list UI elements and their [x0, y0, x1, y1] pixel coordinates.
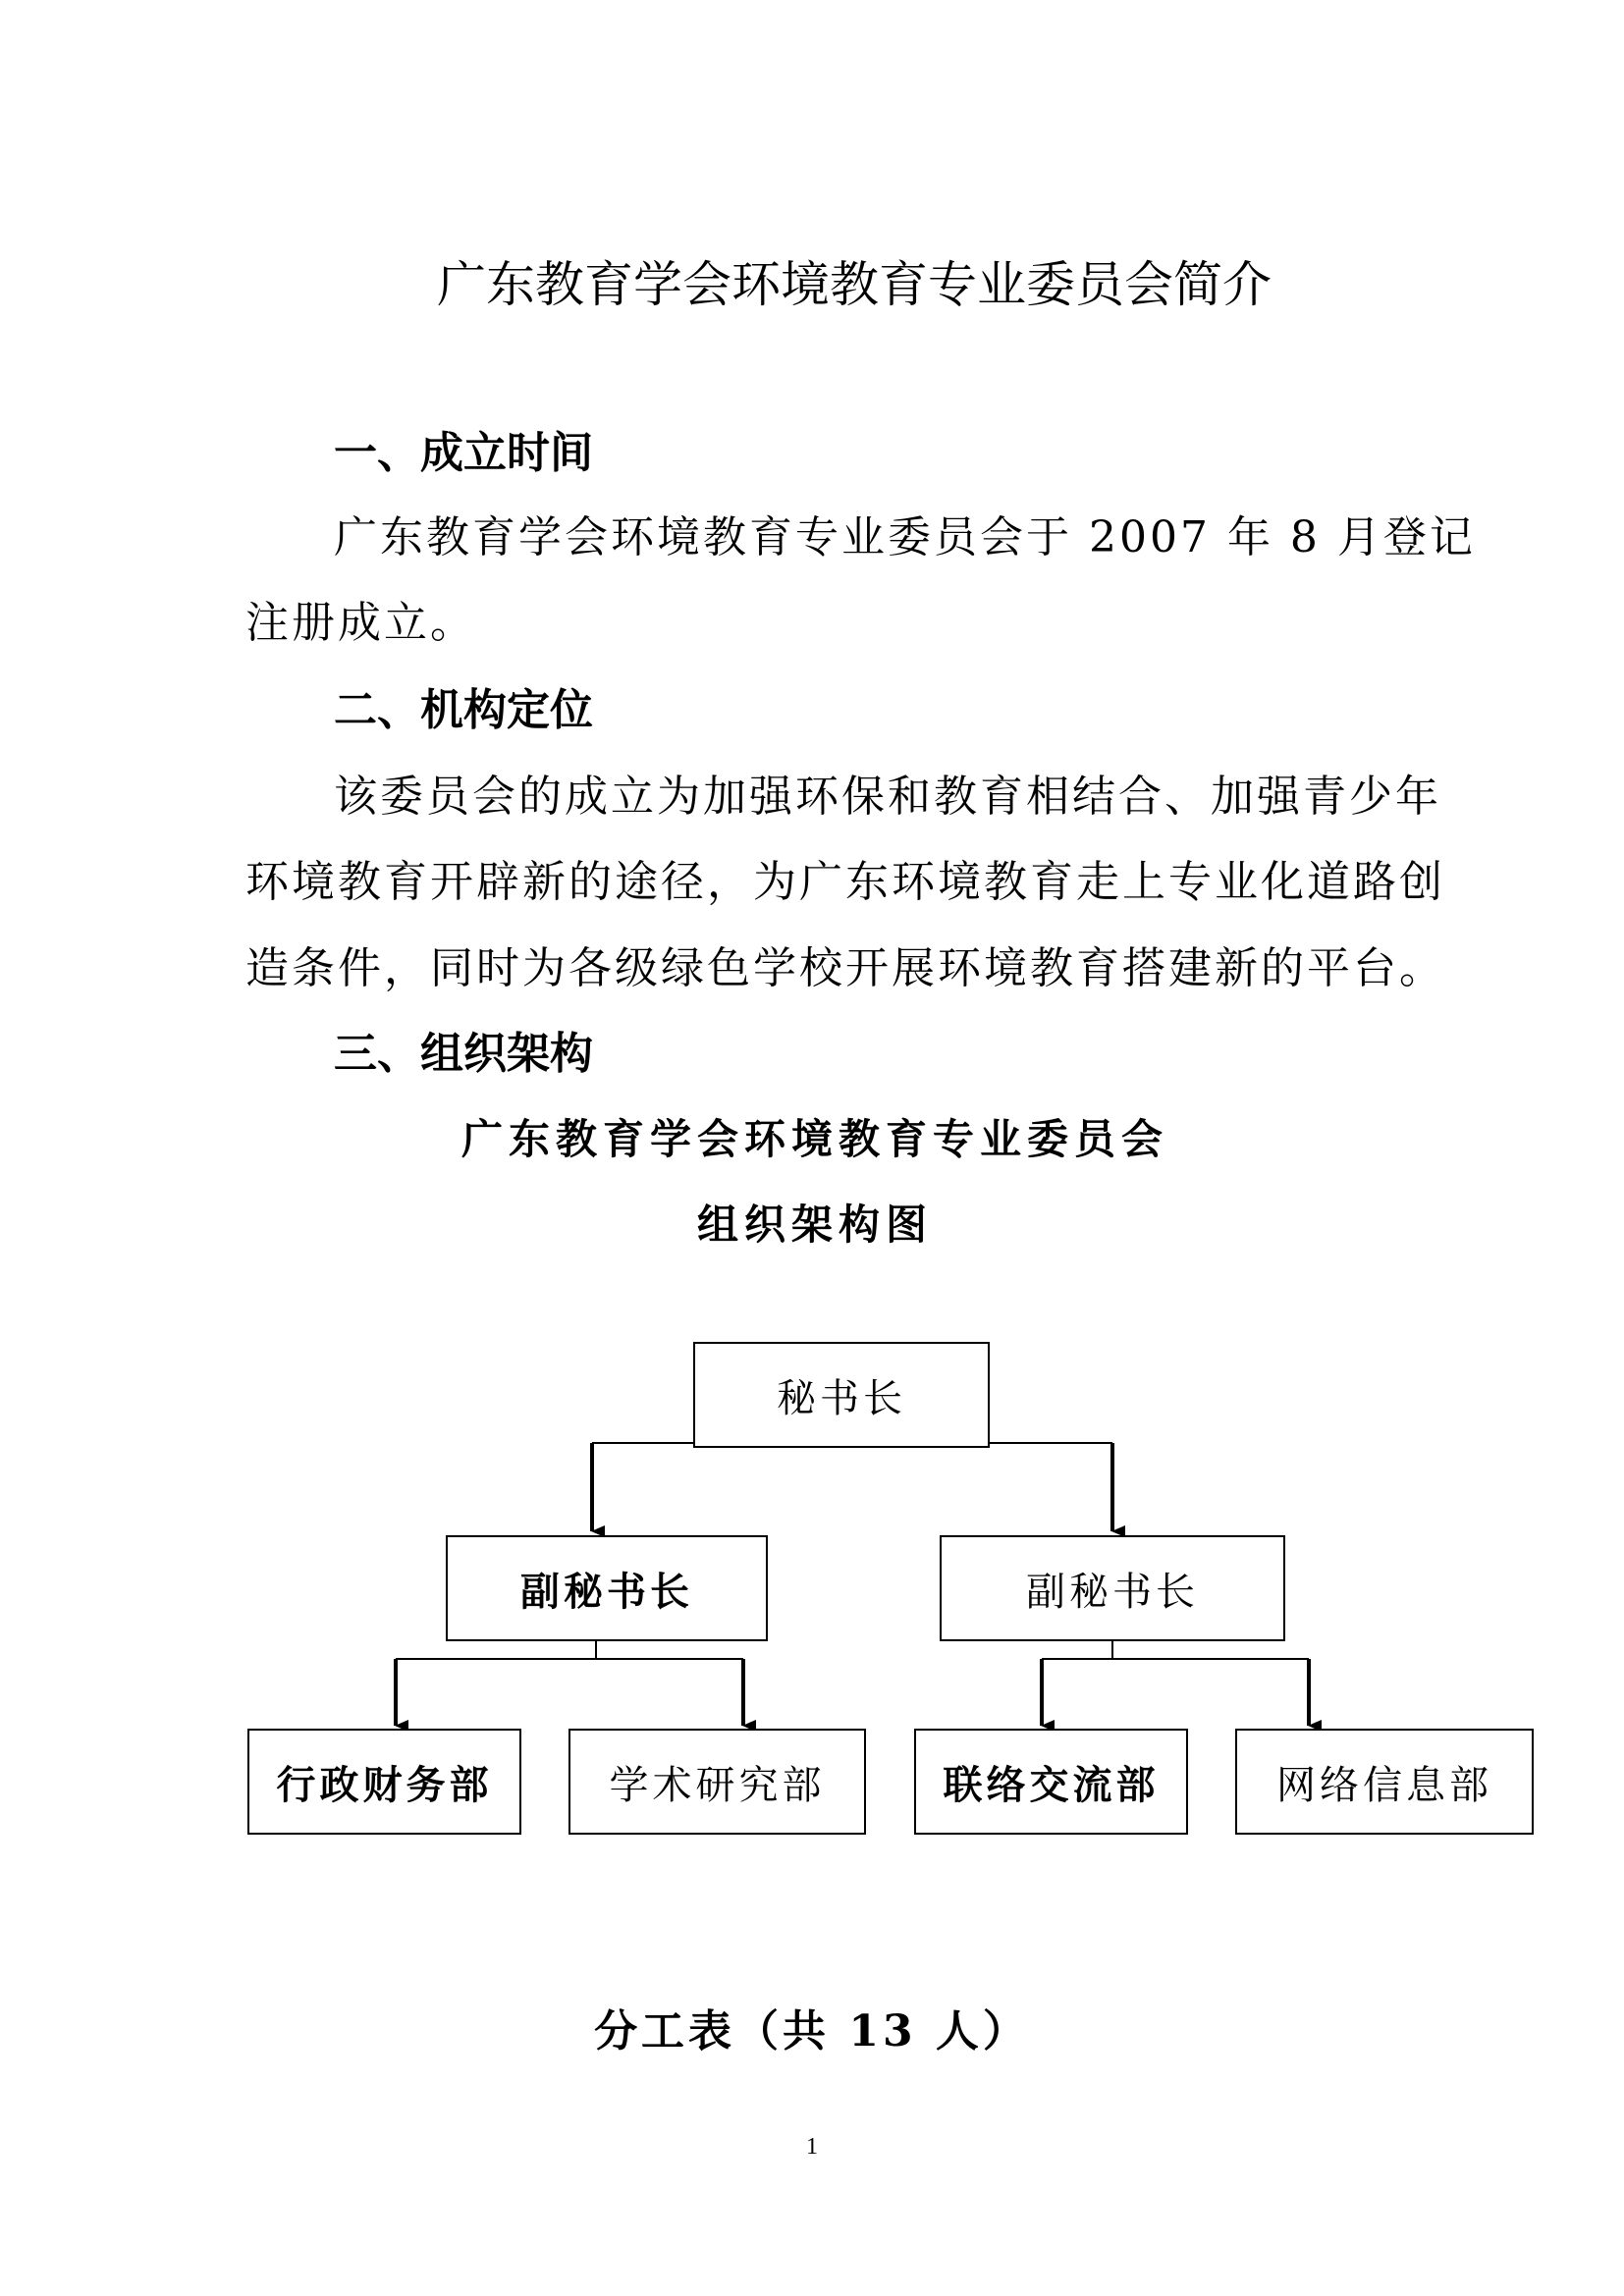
org-box-deputy-secretary-left: 副秘书长 — [446, 1535, 768, 1641]
paragraph-line: 该委员会的成立为加强环保和教育相结合、加强青少年 — [334, 772, 1441, 822]
division-table-title: 分工表（共 13 人） — [594, 2006, 1030, 2056]
org-box-deputy-secretary-right: 副秘书长 — [940, 1535, 1285, 1641]
org-box-dept-academic-research: 学术研究部 — [568, 1729, 866, 1835]
org-chart-title-line2: 组织架构图 — [696, 1201, 933, 1249]
org-box-dept-network-info: 网络信息部 — [1235, 1729, 1534, 1835]
page-number: 1 — [806, 2134, 818, 2160]
paragraph-line: 注册成立。 — [245, 598, 476, 648]
document-title: 广东教育学会环境教育专业委员会简介 — [437, 256, 1272, 313]
section-heading-positioning: 二、机构定位 — [334, 685, 593, 735]
paragraph-line: 广东教育学会环境教育专业委员会于 2007 年 8 月登记 — [334, 512, 1476, 562]
org-box-dept-admin-finance: 行政财务部 — [247, 1729, 521, 1835]
section-heading-organization: 三、组织架构 — [334, 1029, 593, 1079]
org-box-secretary-general: 秘书长 — [693, 1342, 990, 1448]
org-box-dept-liaison-exchange: 联络交流部 — [914, 1729, 1188, 1835]
paragraph-line: 环境教育开辟新的途径，为广东环境教育走上专业化道路创 — [245, 857, 1445, 907]
section-heading-founding-time: 一、成立时间 — [334, 428, 593, 478]
paragraph-line: 造条件，同时为各级绿色学校开展环境教育搭建新的平台。 — [245, 943, 1445, 993]
org-chart-title-line1: 广东教育学会环境教育专业委员会 — [460, 1115, 1168, 1163]
